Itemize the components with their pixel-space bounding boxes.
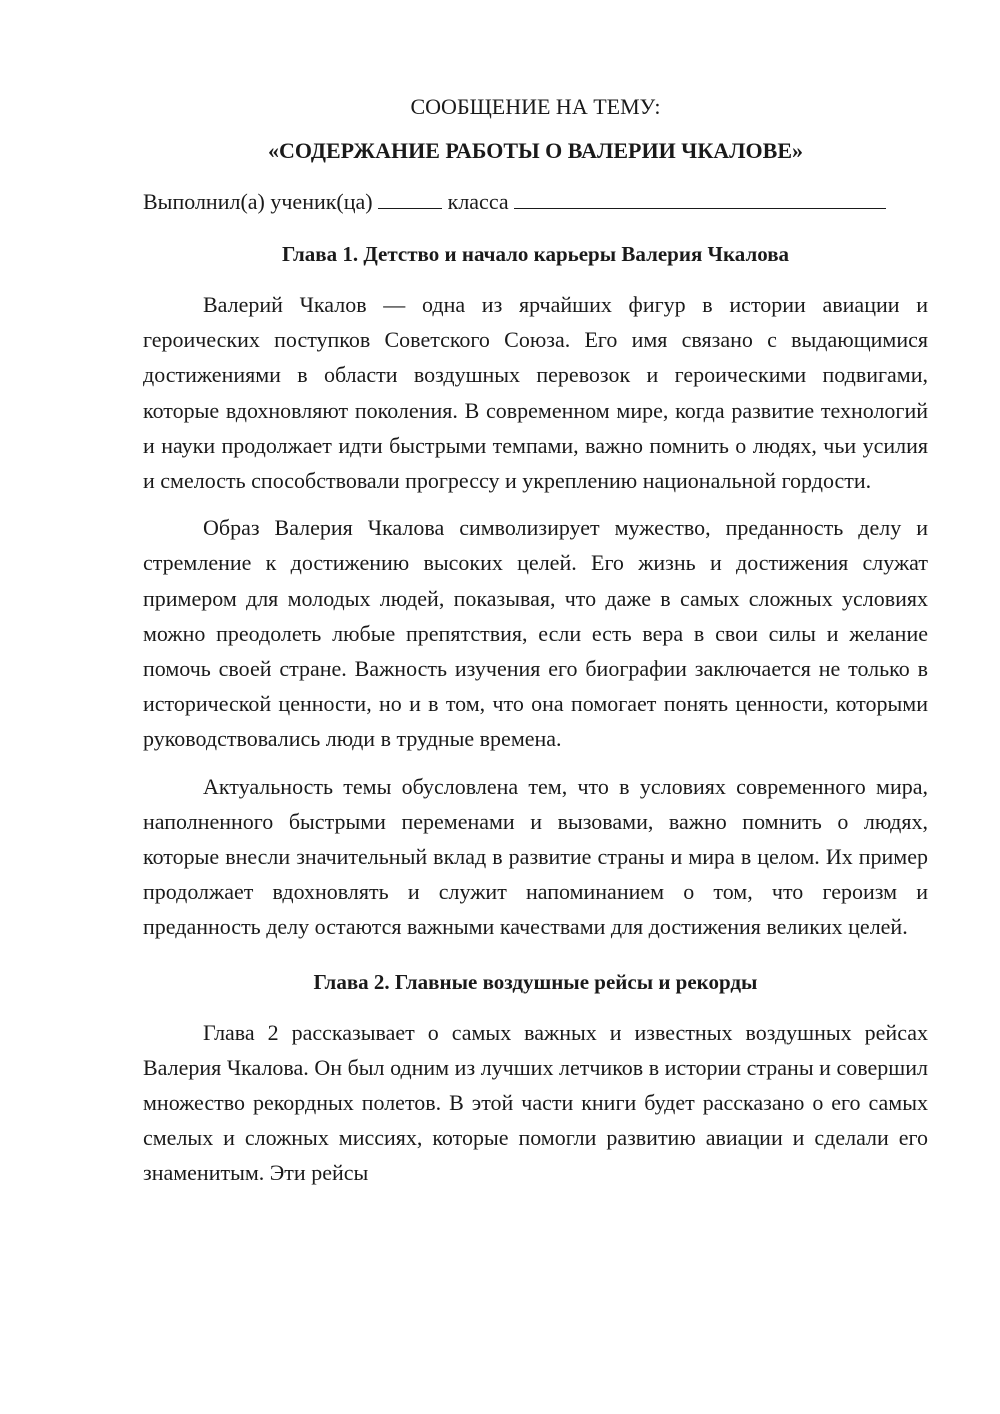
document-title-line2: «СОДЕРЖАНИЕ РАБОТЫ О ВАЛЕРИИ ЧКАЛОВЕ» (267, 138, 804, 163)
section-spacer (143, 957, 928, 967)
student-info-line (143, 186, 928, 217)
student-name-blank (514, 186, 886, 209)
chapter1-heading: Глава 1. Детство и начало карьеры Валерия Чкалова (281, 242, 790, 266)
chapter2-heading: Глава 2. Главные воздушные рейсы и рекорды (313, 969, 758, 994)
student-prefix-label: Выполнил(а) ученик(ца) (143, 189, 373, 214)
student-class-label: класса (447, 189, 509, 214)
chapter2-paragraph-1: Глава 2 рассказывает о самых важных и известных воздушных рейсах Валерия Чкалова. Он был одним из лучших летчиков в истории страны и совершил множество рекордных полетов. В этой части книги будет рассказано о его самых смелых и сложных миссиях, которые помогли развитию авиации и сделали его знаменитым. Эти рейсы (143, 1019, 928, 1186)
class-number-blank (378, 186, 442, 209)
chapter1-paragraph-1: Валерий Чкалов — одна из ярчайших фигур в истории авиации и героических поступков Советского Союза. Его имя связано с выдающимися достижениями в области воздушных перевозок и героическими подвигами, которые вдохновляют поколения. В современном мире, когда развитие технологий и науки продолжает идти быстрыми темпами, важно помнить о людях, чьи усилия и смелость способствовали прогрессу и укреплению национальной гордости. (143, 292, 928, 494)
chapter1-paragraph-3: Актуальность темы обусловлена тем, что в условиях современного мира, наполненного быстрыми переменами и вызовами, важно помнить о людях, которые внесли значительный вклад в развитие страны и мира в целом. Их пример продолжает вдохновлять и служит напоминанием о том, что героизм и преданность делу остаются важными качествами для достижения великих целей. (143, 773, 928, 940)
chapter1-paragraph-2: Образ Валерия Чкалова символизирует мужество, преданность делу и стремление к достижению высоких целей. Его жизнь и достижения служат примером для молодых людей, показывая, что даже в самых сложных условиях можно преодолеть любые препятствия, если есть вера в свои силы и желание помочь своей стране. Важность изучения его биографии заключается не только в исторической ценности, но и в том, что она помогает понять ценности, которыми руководствовались люди в трудные времена. (143, 515, 928, 752)
document-title-line1: СООБЩЕНИЕ НА ТЕМУ: (410, 94, 661, 119)
